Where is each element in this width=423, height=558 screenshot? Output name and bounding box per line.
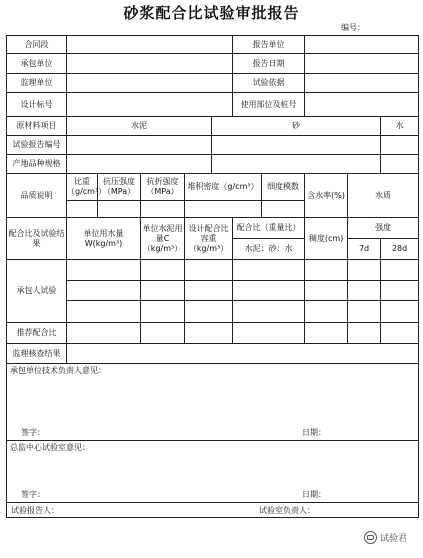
specific-gravity-value[interactable] bbox=[67, 201, 98, 218]
center-lab-opinion-block[interactable] bbox=[7, 441, 419, 503]
cell[interactable] bbox=[185, 323, 233, 344]
supervision-result-field[interactable] bbox=[67, 344, 419, 364]
water-content-header: 含水率(%) bbox=[305, 174, 348, 218]
cement-header: 水泥 bbox=[67, 117, 212, 136]
cell[interactable] bbox=[233, 323, 305, 344]
lab-director-label: 试验室负责人： bbox=[259, 506, 315, 515]
cell[interactable] bbox=[348, 301, 381, 323]
design-density-header: 设计配合比容重（kg/m³） bbox=[185, 218, 233, 260]
design-grade-field[interactable] bbox=[67, 93, 233, 117]
watermark bbox=[364, 531, 407, 544]
bulk-density-value[interactable] bbox=[185, 201, 262, 218]
center-lab-opinion-label: 总监中心试验室意见： bbox=[10, 443, 90, 452]
origin-spec-label: 产地品种规格 bbox=[7, 155, 67, 174]
contractor-date-label: 日期： bbox=[302, 428, 326, 437]
sand-header: 砂 bbox=[212, 117, 381, 136]
cell[interactable] bbox=[305, 281, 348, 301]
cell[interactable] bbox=[348, 281, 381, 301]
cell[interactable] bbox=[305, 301, 348, 323]
age-28d-header: 28d bbox=[381, 239, 419, 260]
contractor-opinion-block[interactable] bbox=[7, 364, 419, 441]
use-site-field[interactable] bbox=[305, 93, 419, 117]
cell[interactable] bbox=[348, 323, 381, 344]
cell[interactable] bbox=[233, 281, 305, 301]
flexural-strength-header: 抗折强度（MPa） bbox=[141, 174, 185, 201]
wechat-icon bbox=[364, 531, 377, 544]
cell[interactable] bbox=[141, 260, 185, 281]
supervisor-field[interactable] bbox=[67, 74, 233, 93]
footer-row bbox=[7, 503, 419, 518]
mix-ratio-header: 配合比（重量比） bbox=[233, 218, 305, 239]
approval-form-table bbox=[6, 35, 419, 518]
age-7d-header: 7d bbox=[348, 239, 381, 260]
origin-spec-cement[interactable] bbox=[67, 155, 212, 174]
design-grade-label: 设计标号 bbox=[7, 93, 67, 117]
cell[interactable] bbox=[185, 301, 233, 323]
cell[interactable] bbox=[381, 323, 419, 344]
test-basis-field[interactable] bbox=[305, 74, 419, 93]
cell[interactable] bbox=[305, 260, 348, 281]
compressive-strength-value[interactable] bbox=[98, 201, 141, 218]
cell[interactable] bbox=[67, 301, 141, 323]
test-report-no-water[interactable] bbox=[381, 136, 419, 155]
cell[interactable] bbox=[381, 301, 419, 323]
center-lab-date-label: 日期： bbox=[302, 490, 326, 499]
cell[interactable] bbox=[67, 281, 141, 301]
number-label: 编号： bbox=[341, 23, 365, 32]
contractor-test-label: 承包人试验 bbox=[7, 260, 67, 323]
test-reporter-label: 试验报告人： bbox=[11, 506, 59, 515]
cell[interactable] bbox=[348, 260, 381, 281]
supervisor-label: 监理单位 bbox=[7, 74, 67, 93]
origin-spec-sand[interactable] bbox=[212, 155, 381, 174]
contract-field[interactable] bbox=[67, 36, 233, 54]
unit-cement-header: 单位水泥用量C（kg/m³） bbox=[141, 218, 185, 260]
watermark-text: 试验君 bbox=[379, 534, 407, 544]
specific-gravity-header: 比重（g/cm³） bbox=[67, 174, 98, 201]
supervision-result-label: 监理核查结果 bbox=[7, 344, 67, 364]
center-lab-signature-label: 签字： bbox=[21, 490, 45, 499]
origin-spec-water[interactable] bbox=[381, 155, 419, 174]
flexural-strength-value[interactable] bbox=[141, 201, 185, 218]
cell[interactable] bbox=[305, 323, 348, 344]
cell[interactable] bbox=[141, 323, 185, 344]
report-date-label: 报告日期 bbox=[233, 54, 305, 74]
report-unit-field[interactable] bbox=[305, 36, 419, 54]
use-site-label: 使用部位及桩号 bbox=[233, 93, 305, 117]
cell[interactable] bbox=[381, 260, 419, 281]
cell[interactable] bbox=[67, 323, 141, 344]
mix-result-label: 配合比及试验结果 bbox=[7, 218, 67, 260]
contract-label: 合同段 bbox=[7, 36, 67, 54]
cell[interactable] bbox=[185, 260, 233, 281]
cell[interactable] bbox=[233, 301, 305, 323]
strength-header: 强度 bbox=[348, 218, 419, 239]
cell[interactable] bbox=[67, 260, 141, 281]
test-report-no-label: 试验报告编号 bbox=[7, 136, 67, 155]
cell[interactable] bbox=[233, 260, 305, 281]
recommended-mix-label: 推荐配合比 bbox=[7, 323, 67, 344]
contractor-opinion-label: 承包单位技术负责人意见： bbox=[10, 366, 106, 375]
compressive-strength-header: 抗压强度（MPa） bbox=[98, 174, 141, 201]
unit-water-header: 单位用水量W(kg/m³) bbox=[67, 218, 141, 260]
test-report-no-sand[interactable] bbox=[212, 136, 381, 155]
cell[interactable] bbox=[185, 281, 233, 301]
fineness-modulus-value[interactable] bbox=[262, 201, 305, 218]
report-date-field[interactable] bbox=[305, 54, 419, 74]
test-report-no-cement[interactable] bbox=[67, 136, 212, 155]
fineness-modulus-header: 细度模数 bbox=[262, 174, 305, 201]
cell[interactable] bbox=[141, 281, 185, 301]
contractor-label: 承包单位 bbox=[7, 54, 67, 74]
cell[interactable] bbox=[141, 301, 185, 323]
bulk-density-header: 堆积密度（g/cm³） bbox=[185, 174, 262, 201]
water-header: 水 bbox=[381, 117, 419, 136]
mix-ratio-detail: 水泥：砂：水 bbox=[233, 239, 305, 260]
report-unit-label: 报告单位 bbox=[233, 36, 305, 54]
raw-material-label: 原材料项目 bbox=[7, 117, 67, 136]
test-basis-label: 试验依据 bbox=[233, 74, 305, 93]
contractor-field[interactable] bbox=[67, 54, 233, 74]
contractor-signature-label: 签字： bbox=[21, 428, 45, 437]
consistency-header: 稠度(cm) bbox=[305, 218, 348, 260]
page-title: 砂浆配合比试验审批报告 bbox=[123, 4, 300, 22]
cell[interactable] bbox=[381, 281, 419, 301]
water-quality-header: 水质 bbox=[348, 174, 419, 218]
quality-desc-label: 品质说明 bbox=[7, 174, 67, 218]
